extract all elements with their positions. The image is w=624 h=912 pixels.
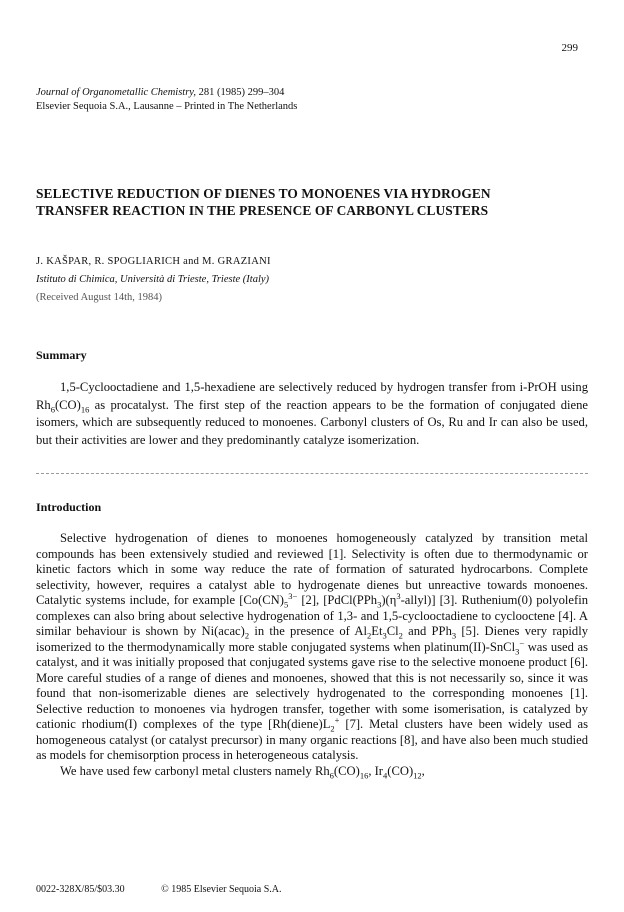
intro-text: We have used few carbonyl metal clusters namely Rh (60, 763, 330, 778)
intro-text: Selective hydrogenation of dienes to monoenes homogeneously catalyzed by transition metal compounds has been extensively studied and reviewed [1]. Selectivity is often due to thermodynamic or kinetic factors which in some way reduce the rate of formation of saturated hydrocarbons. Complete selectivity, however, requires a catalyst able to hydrogenate dienes but unreactive towards monoenes. Catalytic systems include, for example [Co(CN) (36, 531, 588, 607)
intro-text: Cl (386, 624, 399, 638)
intro-text: Et (371, 624, 383, 638)
intro-text: in the presence of Al (249, 624, 367, 638)
intro-text: )(η (381, 593, 397, 607)
intro-sub: 4 (383, 770, 388, 781)
journal-citation (36, 86, 297, 114)
intro-text: -allyl)] [3]. Ruthenium(0) polyolefin complexes can also bring about selective hydrogenation of 1,3- and 1,5-cyclooctadiene to cyclooctene [4]. A similar behaviour is shown by Ni(acac) (36, 593, 588, 638)
summary-paragraph (36, 379, 588, 449)
intro-text: was used as catalyst, and it was initially proposed that conjugated systems gave rise to the selective monoene product [6]. More careful studies of a range of dienes and monoenes, showed that this is not necessarily so, since it was found that non-isomerizable dienes are selectively hydrogenated to the corresponding monoenes [1]. Selective reduction to monoenes via hydrogen transfer, together with some isomerisation, is catalyzed by cationic rhodium(I) complexes of the type [Rh(diene)L (36, 639, 588, 731)
title-line-1: SELECTIVE REDUCTION OF DIENES TO MONOENES VIA HYDROGEN (36, 186, 491, 201)
summary-heading: Summary (36, 348, 87, 362)
introduction-body (36, 531, 588, 779)
journal-title: Journal of Organometallic Chemistry, (36, 87, 197, 98)
page-number: 299 (561, 42, 578, 54)
intro-sub: 6 (329, 770, 334, 781)
intro-sub: 3 (451, 630, 457, 641)
intro-sub: 2 (398, 630, 403, 641)
journal-line-1 (36, 86, 297, 100)
intro-text: [7]. Metal clusters have been widely used as homogeneous catalyst (or catalyst precursor) in many organic reactions [8], and have also been much studied as models for chemisorption process in heterogeneous catalysis. (36, 717, 588, 762)
article-title (36, 185, 596, 219)
intro-sub: 3 (377, 599, 382, 610)
intro-text: [2], [PdCl(PPh (297, 593, 378, 607)
introduction-heading: Introduction (36, 500, 102, 514)
page-footer (36, 884, 315, 895)
authors: J. KAŠPAR, R. SPOGLIARICH and M. GRAZIANI (36, 256, 271, 267)
introduction-paragraph-1 (36, 531, 588, 764)
intro-text: (CO) (387, 763, 414, 778)
section-divider (36, 473, 588, 474)
journal-publisher: Elsevier Sequoia S.A., Lausanne – Printed in The Netherlands (36, 101, 298, 112)
title-line-2: TRANSFER REACTION IN THE PRESENCE OF CARBONYL CLUSTERS (36, 203, 489, 218)
copyright-notice: © 1985 Elsevier Sequoia S.A. (161, 884, 282, 895)
affiliation: Istituto di Chimica, Università di Trieste, Trieste (Italy) (36, 274, 270, 285)
journal-volume: 281 (1985) 299–304 (196, 87, 285, 98)
summary-formula-mid: (CO) (54, 397, 81, 412)
intro-sup: + (334, 714, 340, 725)
summary-formula: Rh (36, 397, 51, 412)
intro-sup: 3− (288, 590, 298, 601)
intro-sub: 5 (283, 599, 289, 610)
intro-text: , Ir (368, 763, 383, 778)
intro-text: [5]. Dienes very rapidly isomerized to the thermodynamically more stable conjugated systems when platinum(II)-SnCl (36, 624, 589, 654)
intro-text: and PPh (402, 624, 452, 638)
intro-sub: 3 (515, 646, 520, 657)
summary-formula-sub: 16 (80, 404, 90, 415)
intro-sup: − (519, 637, 525, 648)
intro-sub: 3 (382, 630, 387, 641)
intro-sub: 2 (367, 630, 372, 641)
intro-sub: 2 (330, 723, 335, 734)
introduction-paragraph-2 (36, 764, 588, 780)
intro-text: (CO) (333, 763, 360, 778)
intro-sub: 16 (359, 770, 369, 781)
intro-text: , (421, 763, 425, 778)
intro-sub: 2 (244, 630, 250, 641)
intro-sub: 12 (413, 770, 422, 781)
received-date: (Received August 14th, 1984) (36, 292, 162, 303)
summary-text-2: as procatalyst. The first step of the reaction appears to be the formation of conjugated diene isomers, which are subsequently reduced to monoenes. Carbonyl clusters of Os, Ru and Ir can also be used, but their activities are lower and they predominantly catalyze isomerization. (36, 397, 588, 447)
article-code: 0022-328X/85/$03.30 (36, 884, 125, 895)
summary-text-1: 1,5-Cyclooctadiene and 1,5-hexadiene are selectively reduced by hydrogen transfer from i-PrOH using (60, 380, 588, 394)
intro-sup: 3 (396, 590, 401, 601)
summary-formula-sub: 6 (50, 404, 55, 415)
